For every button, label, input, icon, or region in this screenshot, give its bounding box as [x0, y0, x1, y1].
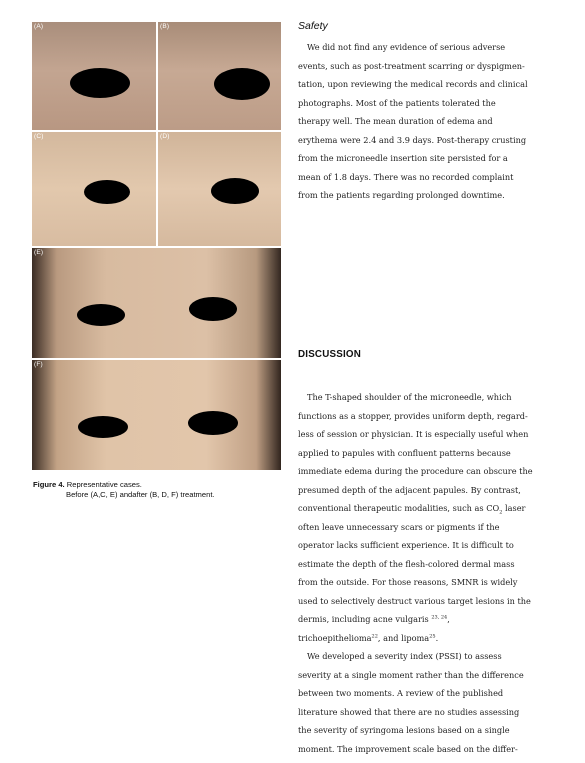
- text-line: We did not find any evidence of serious adverse: [307, 42, 506, 52]
- acne-text: dermis, including acne vulgaris: [298, 614, 432, 624]
- text-line: from the patients regarding prolonged downtime.: [298, 190, 505, 200]
- safety-paragraph: [298, 38, 553, 205]
- text-line: tation, upon reviewing the medical records and clinical: [298, 79, 528, 89]
- text-line: from the outside. For those reasons, SMNR is widely: [298, 577, 518, 587]
- text-line: photographs. Most of the patients tolerated the: [298, 97, 496, 108]
- caption-detail: Before (A,C, E) andafter (B, D, F) treatment.: [66, 490, 215, 499]
- figure-4: [32, 22, 281, 470]
- text-line: operator lacks sufficient experience. It is difficult to: [298, 540, 514, 550]
- caption-label: Figure 4.: [33, 480, 65, 489]
- text-line: [298, 499, 553, 518]
- text-line: moment. The improvement scale based on the differ-: [298, 743, 518, 754]
- panel-label-e: (E): [34, 249, 44, 256]
- photo-panel-e: [32, 248, 281, 358]
- text-line: functions as a stopper, provides uniform depth, regard-: [298, 410, 528, 421]
- text-line: The T-shaped shoulder of the microneedle, which: [307, 392, 512, 402]
- citation-superscript: 23, 24: [431, 614, 448, 621]
- text-line: used to selectively destruct various target lesions in the: [298, 595, 531, 606]
- safety-heading: Safety: [298, 20, 328, 32]
- text-line: [298, 629, 553, 648]
- text-line: erythema were 2.4 and 3.9 days. Post-therapy crusting: [298, 134, 527, 145]
- text-line: immediate edema during the procedure can obscure the: [298, 466, 533, 476]
- co2-subscript: 2: [499, 509, 503, 516]
- acne-text-end: ,: [447, 614, 450, 624]
- photo-panel-a: [32, 22, 156, 130]
- period: .: [435, 632, 439, 643]
- panel-label-a: (A): [34, 23, 44, 30]
- eye-censor-bar: [84, 180, 130, 204]
- panel-label-d: (D): [160, 133, 170, 140]
- eye-censor-bar: [77, 304, 125, 326]
- text-line: We developed a severity index (PSSI) to assess: [307, 651, 502, 661]
- text-line: events, such as post-treatment scarring or dyspigmen-: [298, 60, 525, 71]
- photo-panel-b: [158, 22, 281, 130]
- eye-censor-bar: [188, 411, 238, 435]
- co2-text: conventional therapeutic modalities, such as CO: [298, 503, 500, 513]
- discussion-heading: DISCUSSION: [298, 349, 361, 360]
- photo-panel-f: [32, 360, 281, 470]
- text-line: estimate the depth of the flesh-colored dermal mass: [298, 558, 515, 569]
- text-line: therapy well. The mean duration of edema and: [298, 116, 493, 126]
- citation-superscript: 22: [371, 632, 378, 639]
- text-line: between two moments. A review of the published: [298, 688, 504, 698]
- caption-title: Representative cases.: [66, 480, 142, 489]
- eye-censor-bar: [70, 68, 130, 98]
- citation-superscript: 25: [429, 632, 436, 639]
- panel-label-b: (B): [160, 23, 170, 30]
- text-line: from the microneedle insertion site persisted for a: [298, 153, 508, 163]
- text-line: mean of 1.8 days. There was no recorded complaint: [298, 171, 514, 182]
- tricho-text: trichoepithelioma: [298, 632, 372, 643]
- text-line: less of session or physician. It is especially useful when: [298, 429, 529, 439]
- lipoma-text: , and lipoma: [377, 632, 430, 643]
- photo-panel-c: [32, 132, 156, 246]
- photo-panel-d: [158, 132, 281, 246]
- eye-censor-bar: [211, 178, 259, 204]
- text-line: the severity of syringoma lesions based on a single: [298, 725, 510, 735]
- text-line: literature showed that there are no studies assessing: [298, 706, 520, 717]
- text-line: applied to papules with confluent patterns because: [298, 447, 511, 458]
- figure-caption: [33, 480, 283, 500]
- text-line: presumed depth of the adjacent papules. By contrast,: [298, 484, 521, 495]
- eye-censor-bar: [78, 416, 128, 438]
- eye-censor-bar: [189, 297, 237, 321]
- eye-censor-bar: [214, 68, 270, 100]
- text-line: often leave unnecessary scars or pigments if the: [298, 521, 500, 532]
- co2-text-end: laser: [502, 503, 526, 513]
- panel-label-f: (F): [34, 361, 43, 368]
- discussion-paragraph-1: [298, 388, 553, 758]
- panel-label-c: (C): [34, 133, 44, 140]
- text-line: severity at a single moment rather than the difference: [298, 669, 524, 680]
- text-line: [298, 610, 553, 629]
